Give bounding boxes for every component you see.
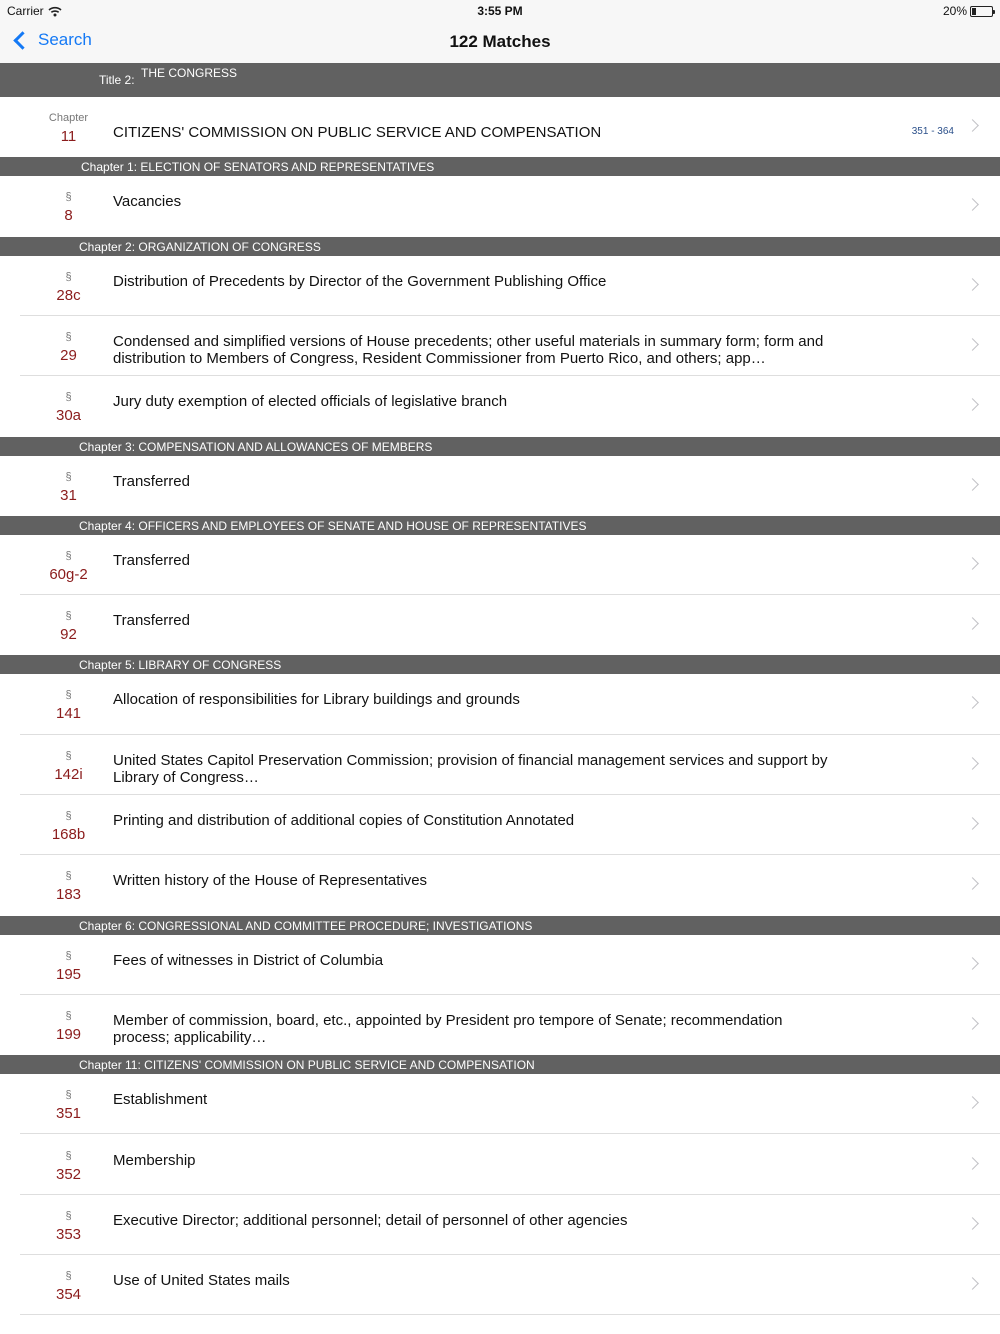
section-title: Use of United States mails (113, 1272, 290, 1290)
chevron-right-icon (966, 957, 979, 970)
section-header (0, 437, 1000, 456)
section-row[interactable] (0, 674, 1000, 734)
section-row[interactable] (0, 995, 1000, 1055)
section-row[interactable] (0, 1195, 1000, 1255)
section-header (0, 516, 1000, 535)
section-header (0, 237, 1000, 256)
section-number: 353 (55, 1225, 82, 1243)
section-row[interactable] (0, 855, 1000, 915)
chevron-right-icon (966, 1217, 979, 1230)
chevron-right-icon (966, 398, 979, 411)
section-symbol: § (65, 689, 72, 702)
section-symbol: § (65, 391, 72, 404)
section-title: Allocation of responsibilities for Library buildings and grounds (113, 691, 520, 709)
section-number: 168b (51, 826, 86, 843)
section-header-label: Chapter 4: OFFICERS AND EMPLOYEES OF SENATE AND HOUSE OF REPRESENTATIVES (79, 518, 587, 533)
section-symbol: § (65, 1089, 72, 1102)
section-number: 8 (64, 207, 73, 225)
section-symbol: § (65, 1149, 72, 1162)
chevron-right-icon (966, 877, 979, 890)
section-symbol: § (65, 270, 72, 283)
section-header (0, 1055, 1000, 1074)
chevron-right-icon (966, 278, 979, 291)
title-header (0, 63, 1000, 97)
chevron-right-icon (966, 757, 979, 770)
chapter-label: Chapter (48, 112, 89, 124)
section-title: Distribution of Precedents by Director of the Government Publishing Office (113, 272, 607, 290)
section-number: 60g-2 (49, 565, 88, 583)
section-title: Establishment (113, 1091, 208, 1109)
section-range: 351 - 364 (911, 126, 954, 137)
battery-percent: 20% (942, 4, 967, 18)
section-number: 183 (55, 886, 82, 904)
section-header-label: Chapter 3: COMPENSATION AND ALLOWANCES OF MEMBERS (79, 439, 433, 454)
chevron-right-icon (966, 338, 979, 351)
section-title: Executive Director; additional personnel; detail of personnel of other agencies (113, 1211, 628, 1229)
section-header (0, 655, 1000, 674)
section-row[interactable] (0, 1074, 1000, 1134)
section-number: 142i (54, 765, 83, 783)
section-symbol: § (65, 470, 72, 483)
row-divider (20, 1314, 1000, 1315)
chapter-row[interactable] (0, 97, 1000, 157)
title-prefix: Title 2: (99, 73, 135, 87)
section-header-label: Chapter 11: CITIZENS' COMMISSION ON PUBLIC SERVICE AND COMPENSATION (79, 1058, 535, 1073)
section-number: 195 (55, 965, 82, 983)
section-symbol: § (65, 610, 72, 623)
section-header-label: Chapter 5: LIBRARY OF CONGRESS (79, 658, 282, 673)
section-row[interactable] (0, 795, 1000, 855)
section-title: Transferred (113, 472, 190, 490)
section-title: Transferred (113, 551, 190, 569)
section-row[interactable] (0, 316, 1000, 376)
section-number: 354 (55, 1286, 82, 1304)
section-row[interactable] (0, 1255, 1000, 1315)
section-header-label: Chapter 1: ELECTION OF SENATORS AND REPRESENTATIVES (81, 160, 435, 175)
chevron-right-icon (966, 198, 979, 211)
section-title: Member of commission, board, etc., appointed by President pro tempore of Senate; recommendation process; applicability… (113, 1011, 783, 1046)
section-symbol: § (65, 1009, 72, 1022)
title-name: THE CONGRESS (141, 66, 238, 80)
section-header (0, 157, 1000, 176)
chevron-right-icon (966, 697, 979, 710)
section-title: Written history of the House of Representatives (113, 872, 428, 890)
section-row[interactable] (0, 535, 1000, 595)
chevron-right-icon (966, 1096, 979, 1109)
battery-indicator (943, 4, 993, 18)
section-row[interactable] (0, 935, 1000, 995)
section-row[interactable] (0, 256, 1000, 316)
section-title: Transferred (113, 612, 190, 630)
status-bar (0, 0, 1000, 22)
section-row[interactable] (0, 176, 1000, 236)
section-header (0, 916, 1000, 935)
section-row[interactable] (0, 456, 1000, 516)
section-symbol: § (65, 949, 72, 962)
section-number: 29 (60, 346, 77, 364)
section-symbol: § (65, 1209, 72, 1222)
section-number: 352 (55, 1165, 82, 1183)
section-title: Jury duty exemption of elected officials of legislative branch (113, 393, 508, 411)
section-header-label: Chapter 6: CONGRESSIONAL AND COMMITTEE PROCEDURE; INVESTIGATIONS (79, 918, 533, 933)
section-title: Condensed and simplified versions of House precedents; other useful materials in summary form; form and distribution to Members of Congress, Resident Commissioner from Puerto Rico, and others; app… (113, 332, 824, 367)
section-row[interactable] (0, 595, 1000, 655)
chevron-right-icon (966, 557, 979, 570)
chevron-right-icon (966, 119, 979, 132)
chapter-title: CITIZENS' COMMISSION ON PUBLIC SERVICE AND COMPENSATION (113, 124, 602, 141)
chevron-right-icon (966, 617, 979, 630)
chevron-right-icon (966, 1157, 979, 1170)
section-number: 30a (55, 407, 82, 425)
section-row[interactable] (0, 1135, 1000, 1195)
chevron-right-icon (966, 1017, 979, 1030)
section-number: 199 (55, 1025, 82, 1043)
section-title: United States Capitol Preservation Commission; provision of financial management services and support by Library of Congress… (113, 751, 828, 786)
section-title: Vacancies (113, 193, 182, 211)
section-symbol: § (65, 870, 72, 883)
battery-icon (970, 6, 993, 17)
section-title: Membership (113, 1151, 196, 1169)
section-symbol: § (65, 749, 72, 762)
section-number: 351 (55, 1105, 82, 1123)
section-header-label: Chapter 2: ORGANIZATION OF CONGRESS (79, 239, 321, 254)
section-number: 92 (60, 626, 77, 644)
section-row[interactable] (0, 735, 1000, 795)
chevron-right-icon (966, 1277, 979, 1290)
page-title: 122 Matches (449, 32, 551, 51)
chevron-right-icon (966, 478, 979, 491)
section-number: 31 (60, 486, 77, 504)
carrier-label: Carrier (7, 4, 44, 18)
section-symbol: § (65, 810, 72, 822)
clock: 3:55 PM (477, 4, 523, 18)
section-symbol: § (65, 1270, 72, 1283)
section-title: Printing and distribution of additional copies of Constitution Annotated (113, 812, 575, 829)
chevron-right-icon (966, 817, 979, 830)
back-button-label: Search (38, 30, 92, 49)
navigation-bar (0, 22, 1000, 63)
section-symbol: § (65, 549, 72, 562)
section-row[interactable] (0, 376, 1000, 436)
section-number: 141 (55, 705, 82, 723)
section-symbol: § (65, 330, 72, 343)
section-symbol: § (65, 191, 72, 204)
section-title: Fees of witnesses in District of Columbia (113, 951, 384, 969)
section-number: 28c (56, 286, 81, 304)
chapter-number: 11 (60, 128, 77, 145)
